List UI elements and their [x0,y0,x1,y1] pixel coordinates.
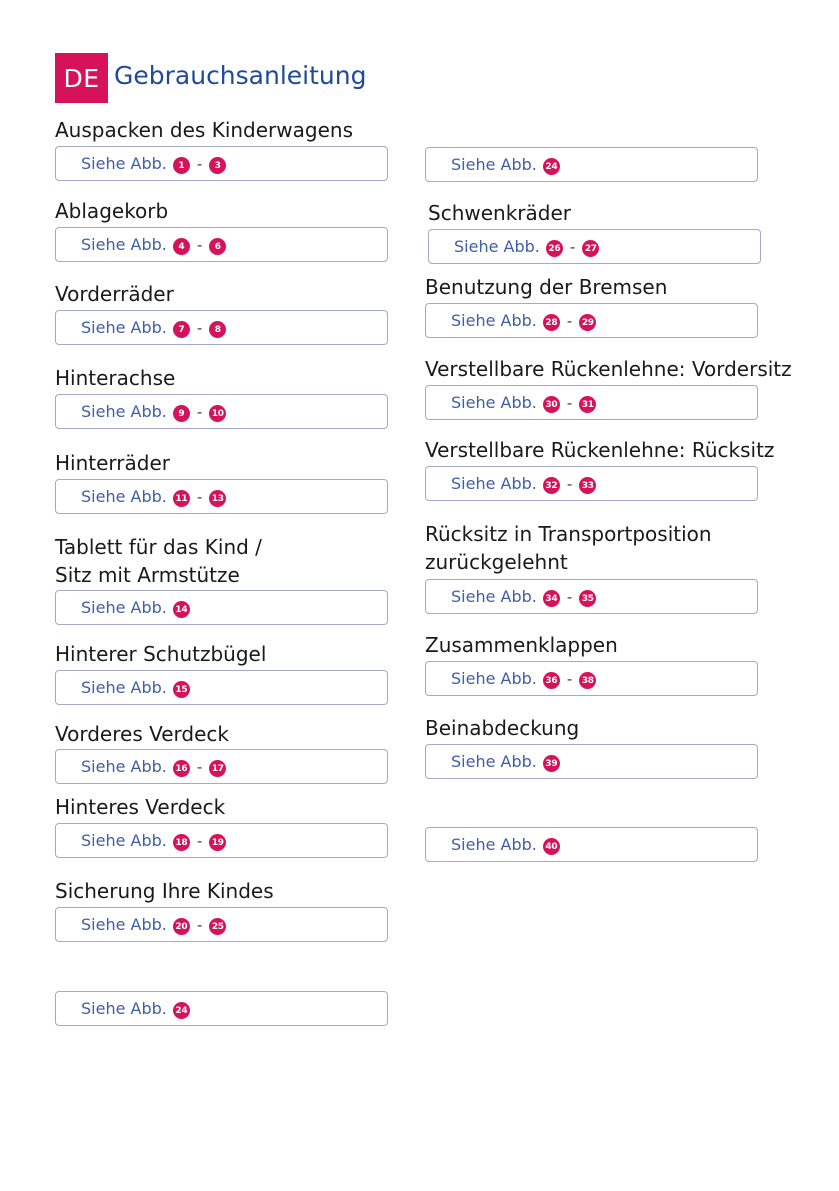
range-dash: - [566,393,573,412]
figure-reference-box [425,147,758,182]
figure-number: 15 [173,681,190,698]
figure-number: 38 [579,672,596,689]
figure-number: 13 [209,490,226,507]
figure-number: 26 [546,240,563,257]
figure-number: 40 [543,838,560,855]
figure-reference-box [55,991,388,1026]
ref-label: Siehe Abb. [81,831,167,850]
figure-reference-box [55,823,388,858]
range-dash: - [566,587,573,606]
section-heading-tray-line1: Tablett für das Kind / [55,535,262,559]
figure-number: 3 [209,157,226,174]
section-heading-child-safety: Sicherung Ihre Kindes [55,879,274,903]
figure-reference-box [425,827,758,862]
figure-number: 4 [173,238,190,255]
figure-reference-box [55,310,388,345]
ref-label: Siehe Abb. [81,154,167,173]
section-heading-brakes: Benutzung der Bremsen [425,275,668,299]
ref-label: Siehe Abb. [451,311,537,330]
figure-reference-box [55,394,388,429]
figure-reference-box [425,466,758,501]
range-dash: - [196,402,203,421]
figure-number: 20 [173,918,190,935]
ref-label: Siehe Abb. [451,669,537,688]
figure-reference-box [425,385,758,420]
section-heading-transport-line1: Rücksitz in Transportposition [425,522,712,546]
section-heading-rear-bumper: Hinterer Schutzbügel [55,642,267,666]
figure-number: 27 [582,240,599,257]
section-heading-backrest-rear: Verstellbare Rückenlehne: Rücksitz [425,438,775,462]
ref-label: Siehe Abb. [451,587,537,606]
figure-number: 14 [173,601,190,618]
figure-number: 36 [543,672,560,689]
figure-reference-box [55,749,388,784]
range-dash: - [566,311,573,330]
figure-reference-box [55,907,388,942]
figure-number: 32 [543,477,560,494]
range-dash: - [569,237,576,256]
figure-number: 33 [579,477,596,494]
figure-number: 16 [173,760,190,777]
ref-label: Siehe Abb. [454,237,540,256]
section-heading-tray-line2: Sitz mit Armstütze [55,563,240,587]
ref-label: Siehe Abb. [81,915,167,934]
figure-reference-box [425,303,758,338]
ref-label: Siehe Abb. [451,155,537,174]
ref-label: Siehe Abb. [451,835,537,854]
range-dash: - [196,915,203,934]
figure-number: 31 [579,396,596,413]
figure-number: 30 [543,396,560,413]
ref-label: Siehe Abb. [81,999,167,1018]
range-dash: - [196,235,203,254]
section-heading-backrest-front: Verstellbare Rückenlehne: Vordersitz [425,357,792,381]
ref-label: Siehe Abb. [81,318,167,337]
ref-label: Siehe Abb. [81,235,167,254]
section-heading-transport-line2: zurückgelehnt [425,550,568,574]
ref-label: Siehe Abb. [451,393,537,412]
ref-label: Siehe Abb. [451,474,537,493]
figure-reference-box [55,227,388,262]
ref-label: Siehe Abb. [81,757,167,776]
range-dash: - [196,487,203,506]
figure-number: 24 [543,158,560,175]
figure-number: 24 [173,1002,190,1019]
figure-number: 34 [543,590,560,607]
figure-number: 17 [209,760,226,777]
range-dash: - [566,669,573,688]
figure-number: 11 [173,490,190,507]
range-dash: - [196,154,203,173]
range-dash: - [196,831,203,850]
figure-reference-box [55,590,388,625]
figure-reference-box [55,670,388,705]
ref-label: Siehe Abb. [81,487,167,506]
figure-number: 29 [579,314,596,331]
ref-label: Siehe Abb. [81,598,167,617]
figure-number: 19 [209,834,226,851]
ref-label: Siehe Abb. [81,402,167,421]
section-heading-unpacking: Auspacken des Kinderwagens [55,118,353,142]
figure-number: 28 [543,314,560,331]
figure-reference-box [428,229,761,264]
figure-reference-box [425,744,758,779]
range-dash: - [566,474,573,493]
figure-number: 18 [173,834,190,851]
figure-number: 10 [209,405,226,422]
section-heading-leg-cover: Beinabdeckung [425,716,580,740]
section-heading-basket: Ablagekorb [55,199,169,223]
language-badge: DE [55,53,108,103]
figure-number: 8 [209,321,226,338]
section-heading-rear-axle: Hinterachse [55,366,176,390]
section-heading-rear-canopy: Hinteres Verdeck [55,795,226,819]
ref-label: Siehe Abb. [451,752,537,771]
figure-number: 25 [209,918,226,935]
figure-number: 39 [543,755,560,772]
figure-number: 6 [209,238,226,255]
figure-reference-box [425,661,758,696]
figure-number: 1 [173,157,190,174]
figure-number: 9 [173,405,190,422]
figure-reference-box [55,146,388,181]
section-heading-front-canopy: Vorderes Verdeck [55,722,229,746]
figure-number: 35 [579,590,596,607]
figure-number: 7 [173,321,190,338]
section-heading-swivel-wheels: Schwenkräder [428,201,571,225]
range-dash: - [196,757,203,776]
figure-reference-box [425,579,758,614]
section-heading-rear-wheels: Hinterräder [55,451,170,475]
ref-label: Siehe Abb. [81,678,167,697]
section-heading-folding: Zusammenklappen [425,633,618,657]
figure-reference-box [55,479,388,514]
document-title: Gebrauchsanleitung [114,61,367,90]
range-dash: - [196,318,203,337]
section-heading-front-wheels: Vorderräder [55,282,174,306]
